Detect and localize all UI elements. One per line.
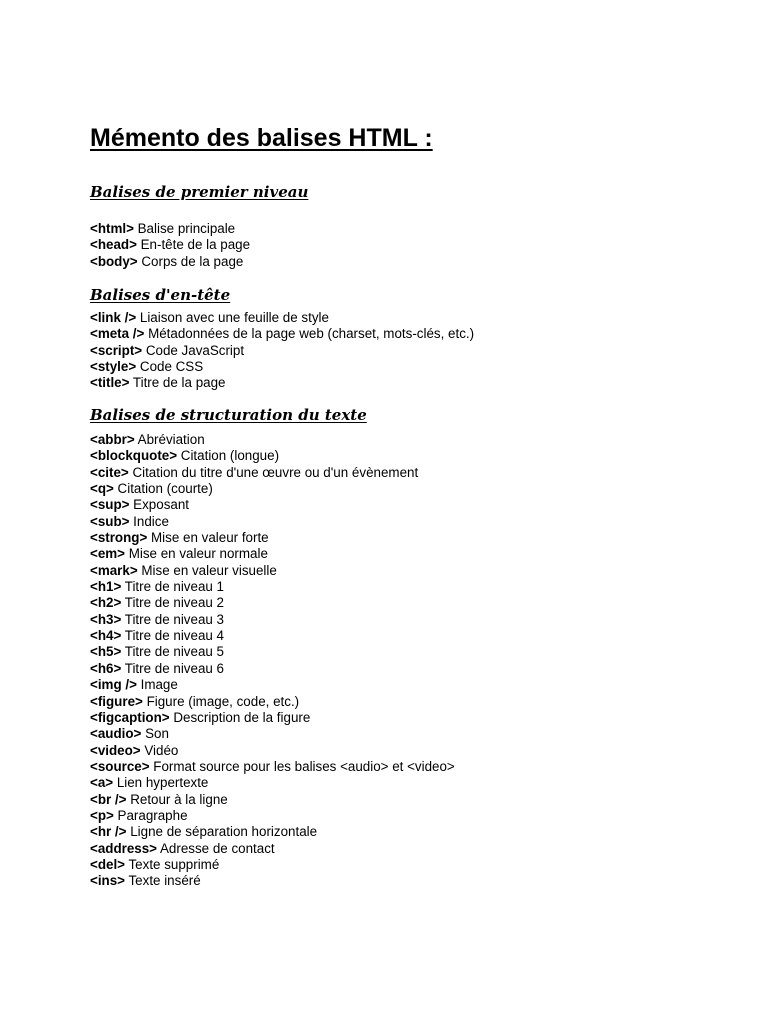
list-item — [90, 375, 474, 391]
tag-description: Ligne de séparation horizontale — [126, 824, 318, 840]
list-item — [90, 465, 455, 481]
tag-name: <cite> — [90, 464, 129, 480]
tag-name: <h6> — [90, 660, 122, 676]
tag-description: Code JavaScript — [142, 342, 245, 358]
tag-name: <html> — [90, 221, 134, 236]
tag-description: Indice — [129, 513, 169, 529]
section-heading-en-tete: Balises d'en-tête — [90, 286, 231, 304]
tag-name: <mark> — [90, 562, 138, 578]
list-item — [90, 579, 455, 595]
tag-name: <link /> — [90, 310, 137, 325]
tag-name: <video> — [90, 742, 141, 758]
tag-description: Titre de niveau 5 — [121, 644, 225, 660]
list-item — [90, 254, 250, 270]
tag-name: <img /> — [90, 677, 137, 693]
list-item — [90, 563, 455, 579]
tag-description: Corps de la page — [137, 253, 244, 269]
tag-name: <style> — [90, 359, 137, 375]
list-item — [90, 221, 250, 237]
list-item — [90, 237, 250, 253]
tag-name: <title> — [90, 375, 130, 391]
list-item — [90, 873, 455, 889]
list-item — [90, 743, 455, 759]
list-item — [90, 841, 455, 857]
list-item — [90, 677, 455, 693]
tag-description: En-tête de la page — [136, 237, 251, 253]
tag-name: <abbr> — [90, 432, 135, 447]
tag-description: Texte inséré — [125, 873, 201, 889]
tag-description: Titre de niveau 4 — [121, 628, 225, 644]
list-item — [90, 497, 455, 513]
list-item — [90, 326, 474, 342]
tag-name: <h5> — [90, 644, 122, 660]
tag-description: Lien hypertexte — [113, 775, 209, 791]
tag-name: <figure> — [90, 693, 143, 709]
tag-name: <ins> — [90, 873, 125, 889]
tag-list-premier-niveau — [90, 221, 250, 270]
tag-name: <audio> — [90, 726, 142, 742]
tag-name: <script> — [90, 342, 143, 358]
tag-name: <a> — [90, 775, 114, 791]
list-item — [90, 857, 455, 873]
tag-name: <h3> — [90, 611, 122, 627]
list-item — [90, 628, 455, 644]
list-item — [90, 448, 455, 464]
tag-name: <em> — [90, 546, 125, 562]
tag-name: <q> — [90, 481, 114, 497]
tag-description: Titre de niveau 1 — [121, 579, 225, 595]
tag-description: Texte supprimé — [125, 856, 220, 872]
tag-name: <head> — [90, 237, 137, 253]
tag-name: <address> — [90, 840, 157, 856]
list-item — [90, 808, 455, 824]
list-item — [90, 359, 474, 375]
list-item — [90, 694, 455, 710]
list-item — [90, 775, 455, 791]
tag-description: Mise en valeur visuelle — [137, 562, 277, 578]
list-item — [90, 432, 455, 448]
tag-description: Titre de la page — [129, 375, 226, 391]
tag-name: <p> — [90, 807, 114, 823]
tag-description: Vidéo — [140, 742, 179, 758]
tag-name: <meta /> — [90, 326, 145, 342]
list-item — [90, 824, 455, 840]
tag-description: Son — [141, 726, 169, 742]
tag-name: <sup> — [90, 497, 130, 513]
tag-description: Format source pour les balises <audio> et <video> — [149, 758, 455, 774]
tag-description: Figure (image, code, etc.) — [142, 693, 300, 709]
section-heading-premier-niveau: Balises de premier niveau — [90, 183, 309, 201]
tag-description: Métadonnées de la page web (charset, mots-clés, etc.) — [144, 326, 475, 342]
tag-description: Liaison avec une feuille de style — [136, 310, 329, 325]
tag-name: <figcaption> — [90, 709, 170, 725]
tag-description: Mise en valeur normale — [125, 546, 268, 562]
tag-name: <h2> — [90, 595, 122, 611]
tag-description: Citation (courte) — [113, 481, 213, 497]
list-item — [90, 644, 455, 660]
tag-description: Citation (longue) — [177, 448, 280, 464]
tag-name: <sub> — [90, 513, 130, 529]
tag-description: Paragraphe — [113, 807, 188, 823]
list-item — [90, 546, 455, 562]
list-item — [90, 530, 455, 546]
tag-description: Titre de niveau 6 — [121, 660, 225, 676]
tag-name: <del> — [90, 856, 125, 872]
tag-description: Image — [136, 677, 178, 693]
page-title: Mémento des balises HTML : — [90, 124, 433, 152]
tag-name: <h1> — [90, 579, 122, 595]
tag-name: <source> — [90, 758, 150, 774]
list-item — [90, 726, 455, 742]
list-item — [90, 481, 455, 497]
tag-name: <h4> — [90, 628, 122, 644]
list-item — [90, 612, 455, 628]
tag-name: <hr /> — [90, 824, 127, 840]
tag-name: <body> — [90, 253, 138, 269]
tag-description: Balise principale — [133, 221, 236, 236]
list-item — [90, 661, 455, 677]
tag-name: <strong> — [90, 530, 148, 546]
list-item — [90, 792, 455, 808]
list-item — [90, 595, 455, 611]
tag-description: Titre de niveau 3 — [121, 611, 225, 627]
list-item — [90, 343, 474, 359]
tag-description: Titre de niveau 2 — [121, 595, 225, 611]
tag-name: <br /> — [90, 791, 127, 807]
tag-name: <blockquote> — [90, 448, 178, 464]
tag-list-structuration-texte — [90, 432, 455, 890]
tag-description: Citation du titre d'une œuvre ou d'un évènement — [128, 464, 419, 480]
tag-description: Retour à la ligne — [126, 791, 228, 807]
tag-description: Adresse de contact — [157, 840, 275, 856]
list-item — [90, 759, 455, 775]
tag-description: Exposant — [129, 497, 190, 513]
tag-description: Description de la figure — [169, 709, 311, 725]
tag-description: Mise en valeur forte — [147, 530, 269, 546]
tag-list-en-tete — [90, 310, 474, 392]
section-heading-structuration-texte: Balises de structuration du texte — [90, 406, 367, 424]
list-item — [90, 310, 474, 326]
list-item — [90, 710, 455, 726]
list-item — [90, 514, 455, 530]
tag-description: Code CSS — [136, 359, 204, 375]
tag-description: Abréviation — [134, 432, 205, 447]
